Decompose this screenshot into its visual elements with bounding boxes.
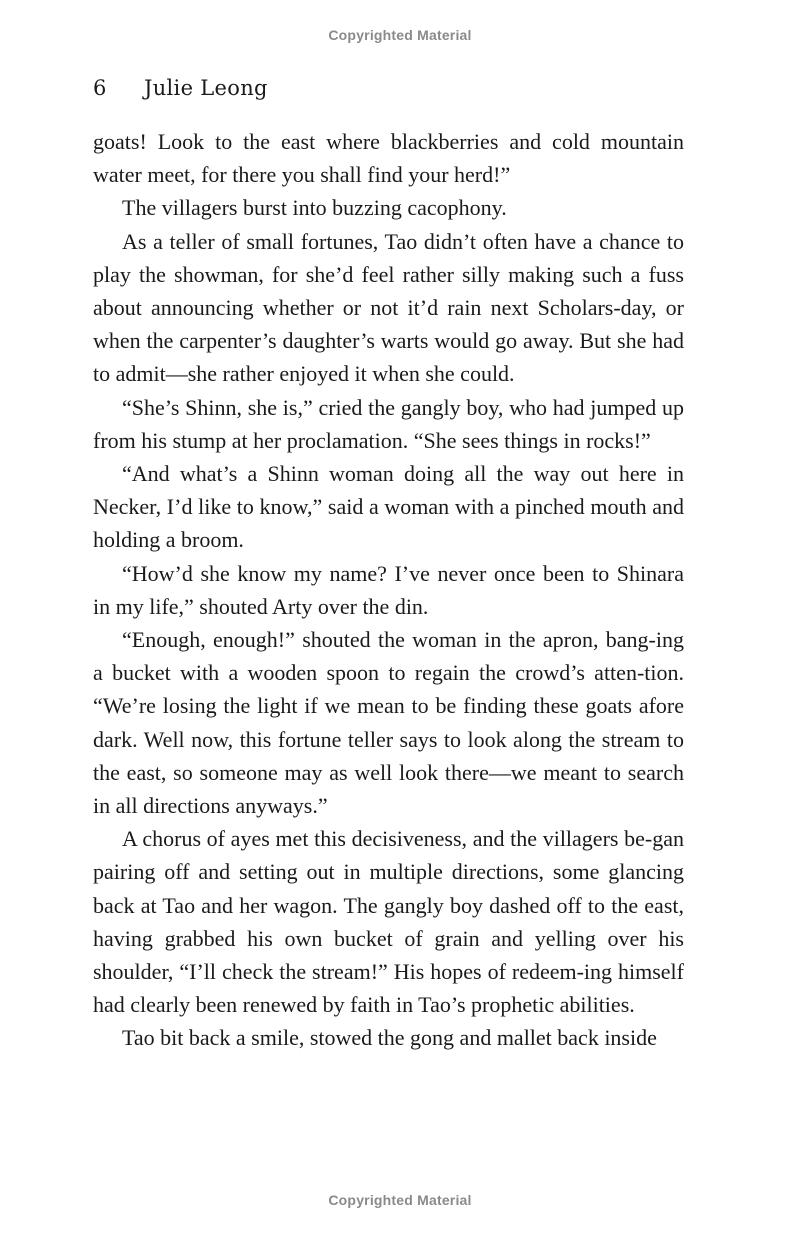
paragraph: The villagers burst into buzzing cacophony. (122, 195, 507, 221)
paragraph: Tao bit back a smile, stowed the gong and mallet back inside (122, 1025, 657, 1051)
paragraph: goats! Look to the east where blackberries and cold mountain water meet, for there you shall find your herd!” (93, 129, 684, 188)
paragraph: “And what’s a Shinn woman doing all the way out here in Necker, I’d like to know,” said a woman with a pinched mouth and holding a broom. (93, 461, 684, 553)
copyright-watermark-bottom: Copyrighted Material (328, 1192, 472, 1208)
paragraph: “How’d she know my name? I’ve never once been to Shinara in my life,” shouted Arty over the din. (93, 560, 684, 619)
paragraph: “She’s Shinn, she is,” cried the gangly boy, who had jumped up from his stump at her proclamation. “She sees things in rocks!” (93, 394, 684, 453)
copyright-watermark-top: Copyrighted Material (328, 27, 472, 43)
paragraph: “Enough, enough!” shouted the woman in the apron, bang-ing a bucket with a wooden spoon to regain the crowd’s atten-tion. “We’re losing the light if we mean to be finding these goats afore dark. Well now, this fortune teller says to look along the stream to the east, so someone may as well look there—we meant to search in all directions anyways.” (93, 627, 684, 819)
author-name: Julie Leong (144, 76, 268, 100)
paragraph: As a teller of small fortunes, Tao didn’t often have a chance to play the showman, for she’d feel rather silly making such a fuss about announcing whether or not it’d rain next Scholars-day, or when the carpenter’s daughter’s warts would go away. But she had to admit—she rather enjoyed it when she could. (93, 228, 684, 387)
body-text (93, 125, 684, 1055)
running-head (93, 73, 268, 103)
paragraph: A chorus of ayes met this decisiveness, and the villagers be-gan pairing off and setting out in multiple directions, some glancing back at Tao and her wagon. The gangly boy dashed off to the east, having grabbed his own bucket of grain and yelling over his shoulder, “I’ll check the stream!” His hopes of redeem-ing himself had clearly been renewed by faith in Tao’s prophetic abilities. (93, 826, 684, 1018)
page-number: 6 (93, 76, 107, 100)
